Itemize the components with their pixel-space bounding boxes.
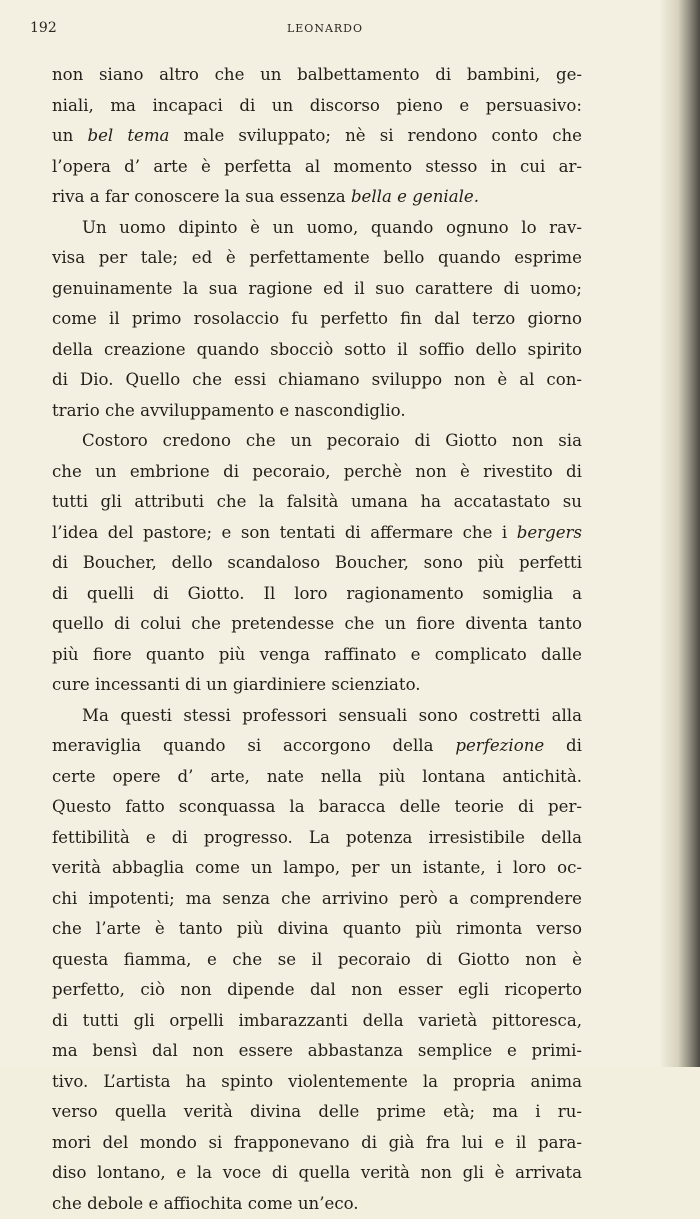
text-segment: questa fiamma, e che se il pecoraio di Giotto non è: [52, 950, 582, 969]
text-segment: verso quella verità divina delle prime età; ma i ru-: [52, 1102, 582, 1121]
text-line: [52, 182, 582, 213]
text-line: [52, 579, 582, 610]
paragraph: [52, 426, 582, 701]
text-segment: l’opera d’ arte è perfetta al momento stesso in cui ar-: [52, 157, 582, 176]
text-line: [52, 335, 582, 366]
text-line: [52, 1158, 582, 1189]
italic-text: perfezione: [455, 736, 544, 755]
text-segment: non siano altro che un balbettamento di bambini, ge-: [52, 65, 582, 84]
text-line: [52, 1067, 582, 1098]
text-segment: genuinamente la sua ragione ed il suo carattere di uomo;: [52, 279, 582, 298]
text-line: [52, 792, 582, 823]
italic-text: bergers: [517, 523, 582, 542]
text-segment: Questo fatto sconquassa la baracca delle teorie di per-: [52, 797, 582, 816]
text-line: [52, 914, 582, 945]
italic-text: bella e geniale.: [351, 187, 479, 206]
text-segment: l’idea del pastore; e son tentati di affermare che i: [52, 523, 517, 542]
text-line: [52, 1128, 582, 1159]
text-segment: ma bensì dal non essere abbastanza semplice e primi-: [52, 1041, 582, 1060]
text-line: [52, 426, 582, 457]
text-segment: certe opere d’ arte, nate nella più lontana antichità.: [52, 767, 582, 786]
text-line: [52, 396, 582, 427]
text-line: [52, 762, 582, 793]
text-line: [52, 670, 582, 701]
text-line: [52, 823, 582, 854]
text-line: [52, 274, 582, 305]
text-segment: quello di colui che pretendesse che un fiore diventa tanto: [52, 614, 582, 633]
text-segment: che un embrione di pecoraio, perchè non è rivestito di: [52, 462, 582, 481]
text-line: [52, 121, 582, 152]
text-line: [52, 701, 582, 732]
text-line: [52, 1006, 582, 1037]
text-line: [52, 609, 582, 640]
text-segment: trario che avviluppamento e nascondiglio.: [52, 401, 406, 420]
book-spine-shadow: [660, 0, 700, 1067]
text-segment: visa per tale; ed è perfettamente bello quando esprime: [52, 248, 582, 267]
paragraph: [52, 60, 582, 213]
text-segment: Costoro credono che un pecoraio di Giotto non sia: [82, 431, 582, 450]
text-segment: mori del mondo si frapponevano di già fra lui e il para-: [52, 1133, 582, 1152]
text-segment: di: [544, 736, 582, 755]
text-segment: un: [52, 126, 87, 145]
text-line: [52, 1097, 582, 1128]
text-line: [52, 518, 582, 549]
text-line: [52, 884, 582, 915]
text-segment: di Boucher, dello scandaloso Boucher, sono più perfetti: [52, 553, 582, 572]
text-segment: Ma questi stessi professori sensuali sono costretti alla: [82, 706, 582, 725]
text-segment: niali, ma incapaci di un discorso pieno e persuasivo:: [52, 96, 582, 115]
text-line: [52, 1189, 582, 1219]
text-line: [52, 304, 582, 335]
text-line: [52, 243, 582, 274]
text-segment: meraviglia quando si accorgono della: [52, 736, 455, 755]
text-segment: che l’arte è tanto più divina quanto più rimonta verso: [52, 919, 582, 938]
text-line: [52, 457, 582, 488]
text-line: [52, 1036, 582, 1067]
text-segment: di quelli di Giotto. Il loro ragionamento somiglia a: [52, 584, 582, 603]
text-line: [52, 945, 582, 976]
paragraph: [52, 213, 582, 427]
text-line: [52, 640, 582, 671]
text-segment: di Dio. Quello che essi chiamano sviluppo non è al con-: [52, 370, 582, 389]
text-line: [52, 152, 582, 183]
text-line: [52, 731, 582, 762]
italic-text: bel tema: [87, 126, 169, 145]
text-line: [52, 975, 582, 1006]
text-line: [52, 60, 582, 91]
text-line: [52, 213, 582, 244]
text-line: [52, 548, 582, 579]
text-segment: diso lontano, e la voce di quella verità non gli è arrivata: [52, 1163, 582, 1182]
page-number: 192: [30, 20, 57, 36]
text-line: [52, 365, 582, 396]
text-segment: riva a far conoscere la sua essenza: [52, 187, 351, 206]
paragraph: [52, 701, 582, 1219]
text-segment: cure incessanti di un giardiniere scienziato.: [52, 675, 421, 694]
body-text: [52, 60, 582, 1219]
text-line: [52, 853, 582, 884]
text-segment: che debole e affiochita come un’eco.: [52, 1194, 359, 1213]
text-segment: di tutti gli orpelli imbarazzanti della varietà pittoresca,: [52, 1011, 582, 1030]
text-segment: più fiore quanto più venga raffinato e complicato dalle: [52, 645, 582, 664]
text-line: [52, 91, 582, 122]
text-segment: chi impotenti; ma senza che arrivino però a comprendere: [52, 889, 582, 908]
text-segment: fettibilità e di progresso. La potenza irresistibile della: [52, 828, 582, 847]
text-segment: verità abbaglia come un lampo, per un istante, i loro oc-: [52, 858, 582, 877]
text-segment: perfetto, ciò non dipende dal non esser egli ricoperto: [52, 980, 582, 999]
text-segment: della creazione quando sbocciò sotto il soffio dello spirito: [52, 340, 582, 359]
text-segment: male sviluppato; nè si rendono conto che: [169, 126, 582, 145]
page-header: [30, 20, 620, 44]
running-head: LEONARDO: [30, 22, 620, 35]
text-segment: Un uomo dipinto è un uomo, quando ognuno lo rav-: [82, 218, 582, 237]
text-segment: come il primo rosolaccio fu perfetto fin dal terzo giorno: [52, 309, 582, 328]
text-segment: tivo. L’artista ha spinto violentemente la propria anima: [52, 1072, 582, 1091]
text-segment: tutti gli attributi che la falsità umana ha accatastato su: [52, 492, 582, 511]
text-line: [52, 487, 582, 518]
